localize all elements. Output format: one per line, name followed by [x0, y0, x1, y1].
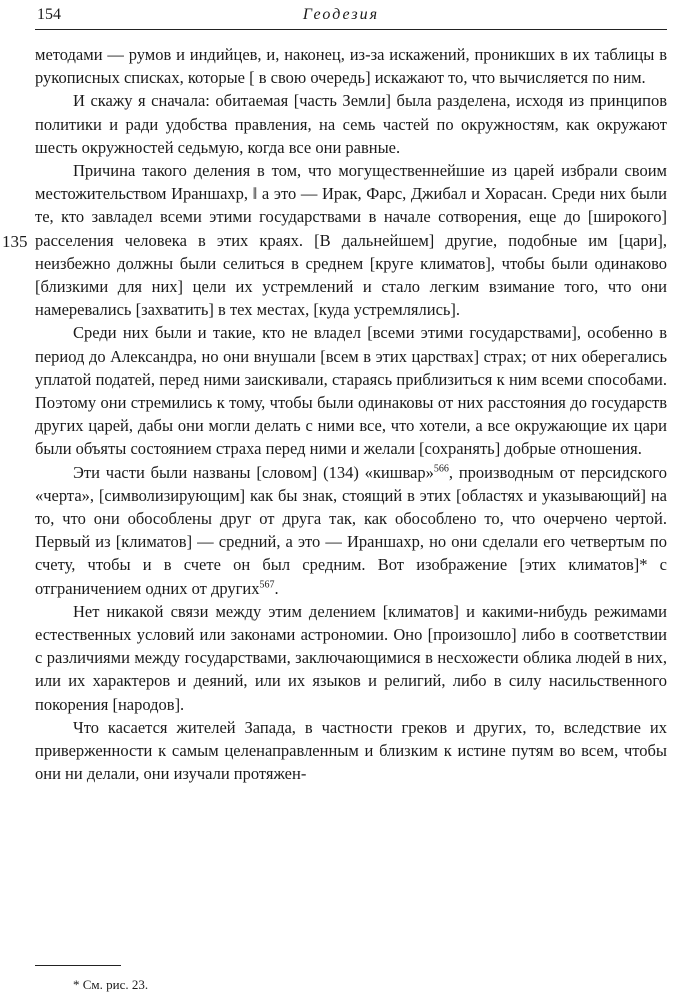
paragraph-7: Что касается жителей Запада, в частности греков и других, то, вследствие их приверженности к самым целенаправленным и близким к истине путям во всем, чтобы они ни делали, они изучали протяжен-: [35, 717, 667, 784]
footnote-rule: [35, 965, 121, 966]
note-ref-567: 567: [259, 579, 275, 591]
paragraph-3: Причина такого деления в том, что могущественнейшие из царей избрали своим местожительством Ираншахр, ‖ а это — Ирак, Фарс, Джибал и Хорасан. Среди них были те, кто завладел всеми этими государствами в начале сотворения, еще до [широкого] расселения человека в этих краях. [В дальнейшем] другие, подобные им [цари], неизбежно должны были селиться в среднем [круге климатов], чтобы были одинаково [близкими для них] цели их устремлений и стало легким взимание того, что они намеревались [захватить] в тех местах, [куда устремлялись].: [35, 161, 667, 320]
paragraph-5-part-c: .: [274, 578, 279, 598]
note-ref-566: 566: [433, 463, 449, 475]
footnote: * См. рис. 23.: [73, 977, 149, 992]
paragraph-2: И скажу я сначала: обитаемая [часть Земли] была разделена, исходя из принципов политики и ради удобства правления, на семь частей по окружностям, как окружают шесть окружностей седьмую, когда все они равные.: [35, 91, 667, 157]
paragraph-4: Среди них были и такие, кто не владел [всеми этими государствами], особенно в период до Александра, но они внушали [всем в этих царствах] страх; от них оберегались уплатой податей, перед ними заискивали, стараясь приблизиться к ним всеми способами. Поэтому они стремились к тому, чтобы были одинаковы от них расстояния до государств других царей, дабы они могли делать с ними все, что хотели, а все окружающие их цари были объяты состоянием страха перед ними и желали [сохранять] добрые отношения.: [35, 323, 667, 459]
header-rule: [35, 29, 667, 30]
paragraph-5: [35, 461, 667, 600]
margin-number: 135: [2, 232, 28, 251]
body-text: [35, 43, 667, 786]
paragraph-6: Нет никакой связи между этим делением [климатов] и какими-нибудь режимами естественных условий или законами астрономии. Оно [произошло] либо в соответствии с различиями между государствами, заключающимися в несхожести облика людей в них, или их характеров и деяний, или их языков и религий, либо в силу насильственного покорения [народов].: [35, 601, 667, 714]
paragraph-5-part-b: , производным от персидского «черта», [символизирующим] как бы знак, стоящий в этих [областях и указывающий] на то, что они обособлены друг от друга так, как обособлено то, что очерчено чертой. Первый из [климатов] — средний, а это — Ираншахр, но они сделали его четвертым по счету, чтобы и в счете он был средним. Вот изображение [этих климатов]* с отграничением одних от других: [35, 462, 667, 598]
page-number: 154: [37, 6, 61, 23]
page-header: [0, 2, 682, 28]
running-head: Геодезия: [302, 6, 380, 23]
paragraph-1: методами — румов и индийцев, и, наконец, из-за искажений, проникших в их таблицы в рукописных списках, которые [ в свою очередь] искажают то, что вычисляется по ним.: [35, 45, 667, 88]
paragraph-5-part-a: Эти части были названы [словом] (134) «кишвар»: [73, 462, 434, 482]
